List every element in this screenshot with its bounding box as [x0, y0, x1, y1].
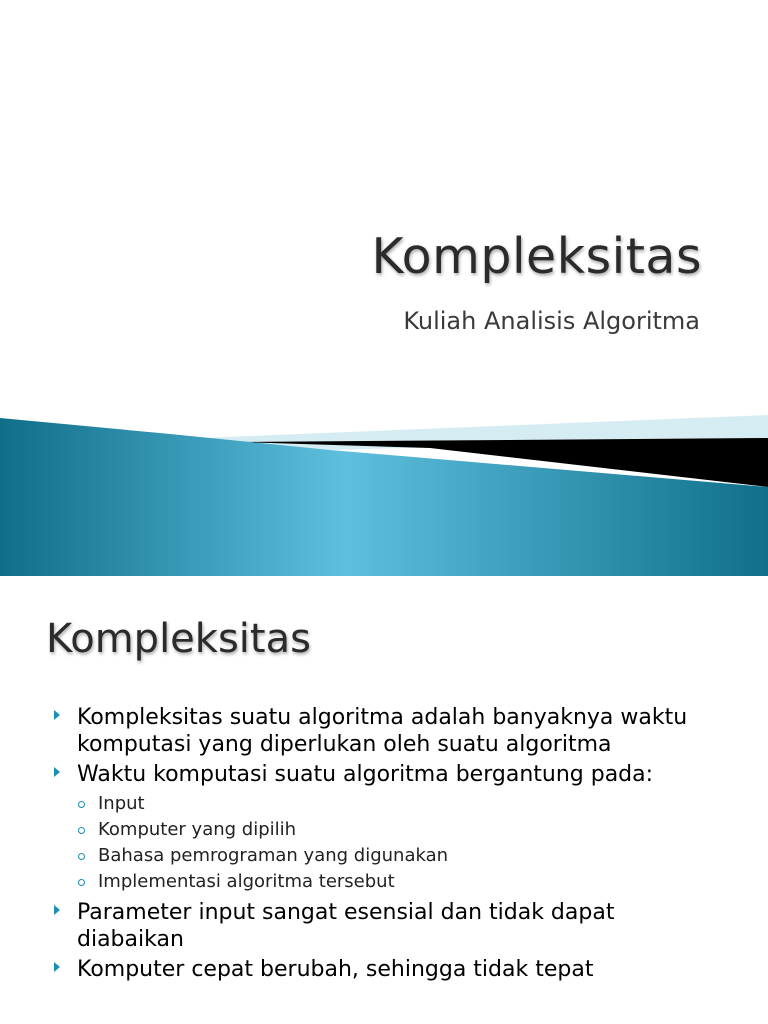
- decorative-wave: [0, 410, 768, 576]
- sub-list-item: [52, 791, 702, 817]
- slide-title: Kompleksitas: [371, 228, 702, 285]
- list-item: [52, 956, 702, 983]
- circle-bullet-icon: [78, 827, 85, 834]
- arrow-bullet-icon: [54, 767, 60, 777]
- arrow-bullet-icon: [54, 710, 60, 720]
- slide-title: Kompleksitas: [46, 616, 311, 662]
- circle-bullet-icon: [78, 853, 85, 860]
- bullet-text: Komputer cepat berubah, sehingga tidak tepat: [77, 957, 594, 982]
- bullet-text: Waktu komputasi suatu algoritma bergantung pada:: [77, 762, 654, 787]
- bullet-list: [52, 704, 702, 986]
- list-item: [52, 761, 702, 788]
- circle-bullet-icon: [78, 879, 85, 886]
- circle-bullet-icon: [78, 801, 85, 808]
- sub-list-item: [52, 817, 702, 843]
- sub-list-item: [52, 843, 702, 869]
- list-item: [52, 899, 702, 953]
- sub-bullet-text: Input: [98, 793, 145, 814]
- sub-list-item: [52, 869, 702, 895]
- arrow-bullet-icon: [54, 905, 60, 915]
- bullet-text: Parameter input sangat esensial dan tidak dapat diabaikan: [77, 900, 615, 952]
- sub-bullet-text: Bahasa pemrograman yang digunakan: [98, 845, 449, 866]
- list-item: [52, 704, 702, 758]
- arrow-bullet-icon: [54, 962, 60, 972]
- sub-bullet-text: Implementasi algoritma tersebut: [98, 871, 395, 892]
- sub-bullet-text: Komputer yang dipilih: [98, 819, 297, 840]
- bullet-text: Kompleksitas suatu algoritma adalah banyaknya waktu komputasi yang diperlukan oleh suatu algoritma: [77, 705, 688, 757]
- content-slide: [0, 576, 768, 1024]
- slide-subtitle: Kuliah Analisis Algoritma: [403, 307, 700, 335]
